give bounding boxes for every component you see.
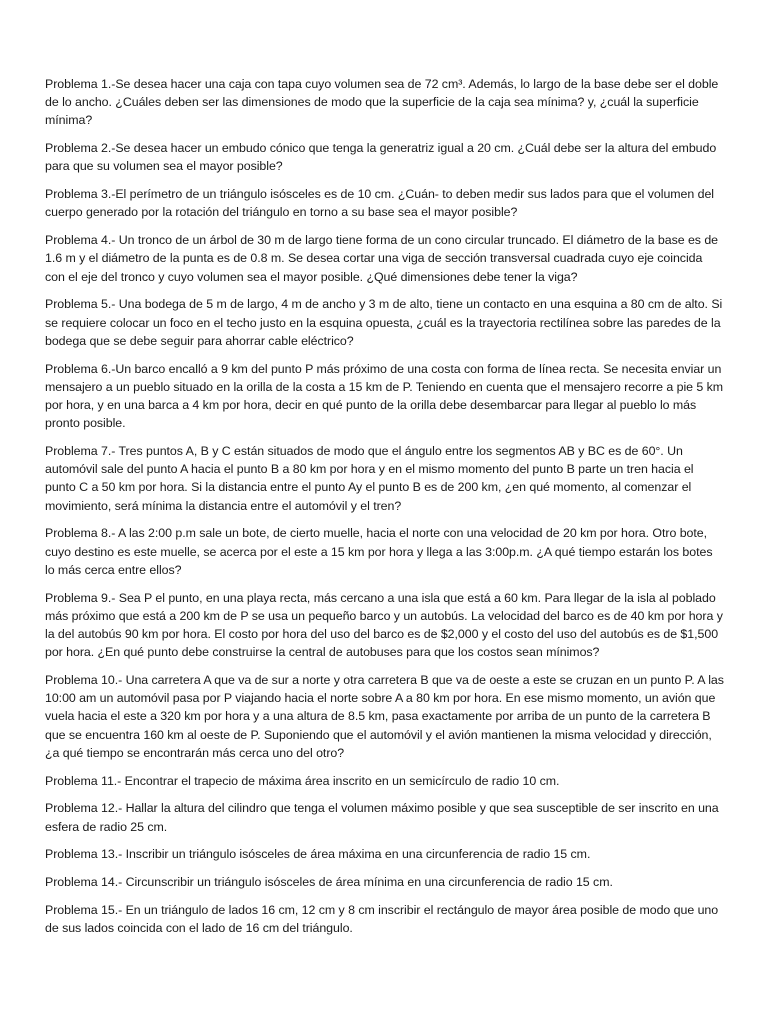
problem-11: Problema 11.- Encontrar el trapecio de máxima área inscrito en un semicírculo de radio 10 cm. <box>45 773 560 788</box>
problem-list <box>45 75 725 947</box>
problem-3: Problema 3.-El perímetro de un triángulo isósceles es de 10 cm. ¿Cuán- to deben medir sus lados para que el volumen del cuerpo generado por la rotación del triángulo en torno a su base sea el mayor posible? <box>45 187 715 220</box>
problem-13: Problema 13.- Inscribir un triángulo isósceles de área máxima en una circunferencia de radio 15 cm. <box>45 847 591 862</box>
problem-12: Problema 12.- Hallar la altura del cilindro que tenga el volumen máximo posible y que sea susceptible de ser inscrito en una esfera de radio 25 cm. <box>45 801 719 834</box>
problem-8: Problema 8.- A las 2:00 p.m sale un bote, de cierto muelle, hacia el norte con una velocidad de 20 km por hora. Otro bote, cuyo destino es este muelle, se acerca por el este a 15 km por hora y llega a las 3:00p.m. ¿A qué tiempo estarán los botes lo más cerca entre ellos? <box>45 526 713 577</box>
problem-4: Problema 4.- Un tronco de un árbol de 30 m de largo tiene forma de un cono circular truncado. El diámetro de la base es de 1.6 m y el diámetro de la punta es de 0.8 m. Se desea cortar una viga de sección transversal cuadrada cuyo eje coincida con el eje del tronco y cuyo volumen sea el mayor posible. ¿Qué dimensiones debe tener la viga? <box>45 233 719 284</box>
problem-1: Problema 1.-Se desea hacer una caja con tapa cuyo volumen sea de 72 cm³. Además, lo largo de la base debe ser el doble de lo ancho. ¿Cuáles deben ser las dimensiones de modo que la superficie de la caja sea mínima? y, ¿cuál la superficie mínima? <box>45 77 719 128</box>
problem-10: Problema 10.- Una carretera A que va de sur a norte y otra carretera B que va de oeste a este se cruzan en un punto P. A las 10:00 am un automóvil pasa por P viajando hacia el norte sobre A a 80 km por hora. En ese mismo momento, un avión que vuela hacia el este a 320 km por hora y a una altura de 8.5 km, pasa exactamente por arriba de un punto de la carretera B que se encuentra 160 km al oeste de P. Suponiendo que el automóvil y el avión mantienen la misma velocidad y dirección, ¿a qué tiempo se encontrarán más cerca uno del otro? <box>45 673 724 760</box>
problem-15: Problema 15.- En un triángulo de lados 16 cm, 12 cm y 8 cm inscribir el rectángulo de mayor área posible de modo que uno de sus lados coincida con el lado de 16 cm del triángulo. <box>45 903 719 936</box>
problem-7: Problema 7.- Tres puntos A, B y C están situados de modo que el ángulo entre los segmentos AB y BC es de 60°. Un automóvil sale del punto A hacia el punto B a 80 km por hora y en el mismo momento del punto B parte un tren hacia el punto C a 50 km por hora. Si la distancia entre el punto Ay el punto B es de 200 km, ¿en qué momento, al comenzar el movimiento, será mínima la distancia entre el automóvil y el tren? <box>45 444 694 513</box>
problem-9: Problema 9.- Sea P el punto, en una playa recta, más cercano a una isla que está a 60 km. Para llegar de la isla al poblado más próximo que está a 200 km de P se usa un pequeño barco y un autobús. La velocidad del barco es de 40 km por hora y la del autobús 90 km por hora. El costo por hora del uso del barco es de $2,000 y el costo del uso del autobús es de $1,500 por hora. ¿En qué punto debe construirse la central de autobuses para que los costos sean mínimos? <box>45 590 723 660</box>
problem-2: Problema 2.-Se desea hacer un embudo cónico que tenga la generatriz igual a 20 cm. ¿Cuál debe ser la altura del embudo para que su volumen sea el mayor posible? <box>45 141 717 174</box>
problem-14: Problema 14.- Circunscribir un triángulo isósceles de área mínima en una circunferencia de radio 15 cm. <box>45 875 613 890</box>
problem-5: Problema 5.- Una bodega de 5 m de largo, 4 m de ancho y 3 m de alto, tiene un contacto en una esquina a 80 cm de alto. Si se requiere colocar un foco en el techo justo en la esquina opuesta, ¿cuál es la trayectoria rectilínea sobre las paredes de la bodega que se debe seguir para ahorrar cable eléctrico? <box>45 297 723 348</box>
problem-6: Problema 6.-Un barco encalló a 9 km del punto P más próximo de una costa con forma de línea recta. Se necesita enviar un mensajero a un pueblo situado en la orilla de la costa a 15 km de P. Teniendo en cuenta que el mensajero recorre a pie 5 km por hora, y en una barca a 4 km por hora, decir en qué punto de la orilla debe desembarcar para llegar al pueblo lo más pronto posible. <box>45 361 724 431</box>
